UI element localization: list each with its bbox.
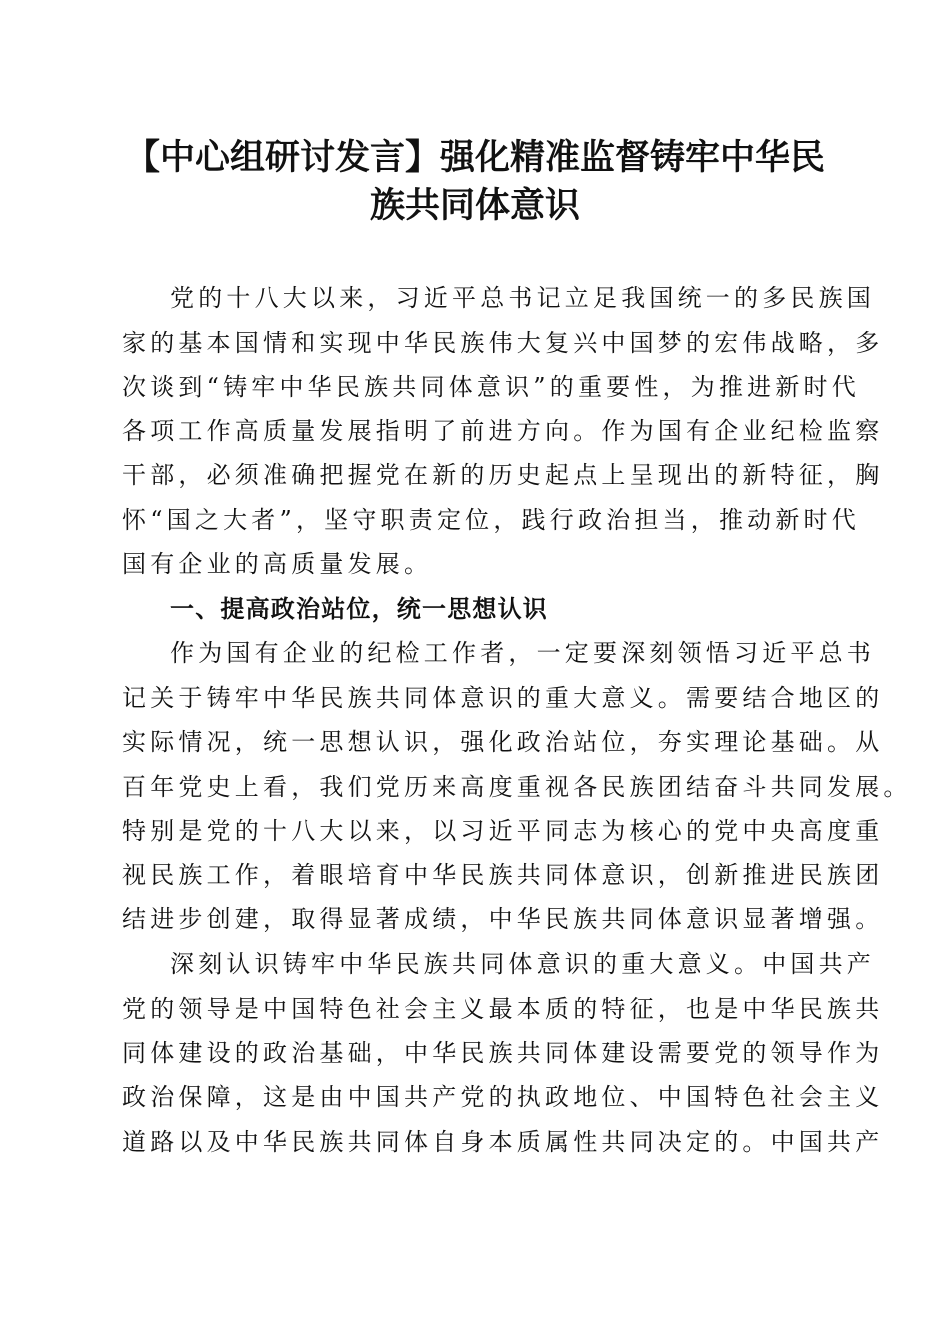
document-title-line-2: 族共同体意识	[369, 186, 580, 226]
paragraph-2-line-6: 视民族工作，着眼培育中华民族共同体意识，创新推进民族团	[122, 861, 884, 889]
paragraph-2-line-5: 特别是党的十八大以来，以习近平同志为核心的党中央高度重	[122, 817, 884, 845]
paragraph-3-line-3: 同体建设的政治基础，中华民族共同体建设需要党的领导作为	[122, 1039, 884, 1067]
paragraph-2-line-2: 记关于铸牢中华民族共同体意识的重大意义。需要结合地区的	[122, 684, 884, 712]
paragraph-3-line-5: 道路以及中华民族共同体自身本质属性共同决定的。中国共产	[122, 1128, 884, 1156]
paragraph-1-line-1: 党的十八大以来，习近平总书记立足我国统一的多民族国	[170, 284, 875, 312]
paragraph-1-line-6: 怀“国之大者”，坚守职责定位，践行政治担当，推动新时代	[122, 506, 860, 534]
paragraph-1-line-3: 次谈到“铸牢中华民族共同体意识”的重要性，为推进新时代	[122, 373, 860, 401]
paragraph-3-line-1: 深刻认识铸牢中华民族共同体意识的重大意义。中国共产	[170, 950, 875, 978]
paragraph-2-line-3: 实际情况，统一思想认识，强化政治站位，夯实理论基础。从	[122, 728, 884, 756]
paragraph-1-line-4: 各项工作高质量发展指明了前进方向。作为国有企业纪检监察	[122, 417, 884, 445]
paragraph-3-line-2: 党的领导是中国特色社会主义最本质的特征，也是中华民族共	[122, 995, 884, 1023]
paragraph-1-line-2: 家的基本国情和实现中华民族伟大复兴中国梦的宏伟战略，多	[122, 329, 884, 357]
paragraph-1-line-5: 干部，必须准确把握党在新的历史起点上呈现出的新特征，胸	[122, 461, 884, 489]
paragraph-2-line-4: 百年党史上看，我们党历来高度重视各民族团结奋斗共同发展。	[122, 773, 912, 801]
paragraph-2-line-7: 结进步创建，取得显著成绩，中华民族共同体意识显著增强。	[122, 905, 884, 933]
paragraph-1-line-7: 国有企业的高质量发展。	[122, 550, 433, 578]
paragraph-2-line-1: 作为国有企业的纪检工作者，一定要深刻领悟习近平总书	[170, 639, 875, 667]
paragraph-3-line-4: 政治保障，这是由中国共产党的执政地位、中国特色社会主义	[122, 1083, 884, 1111]
section-heading-1: 一、提高政治站位，统一思想认识	[170, 595, 548, 623]
document-title-line-1: 【中心组研讨发言】强化精准监督铸牢中华民	[124, 138, 825, 178]
